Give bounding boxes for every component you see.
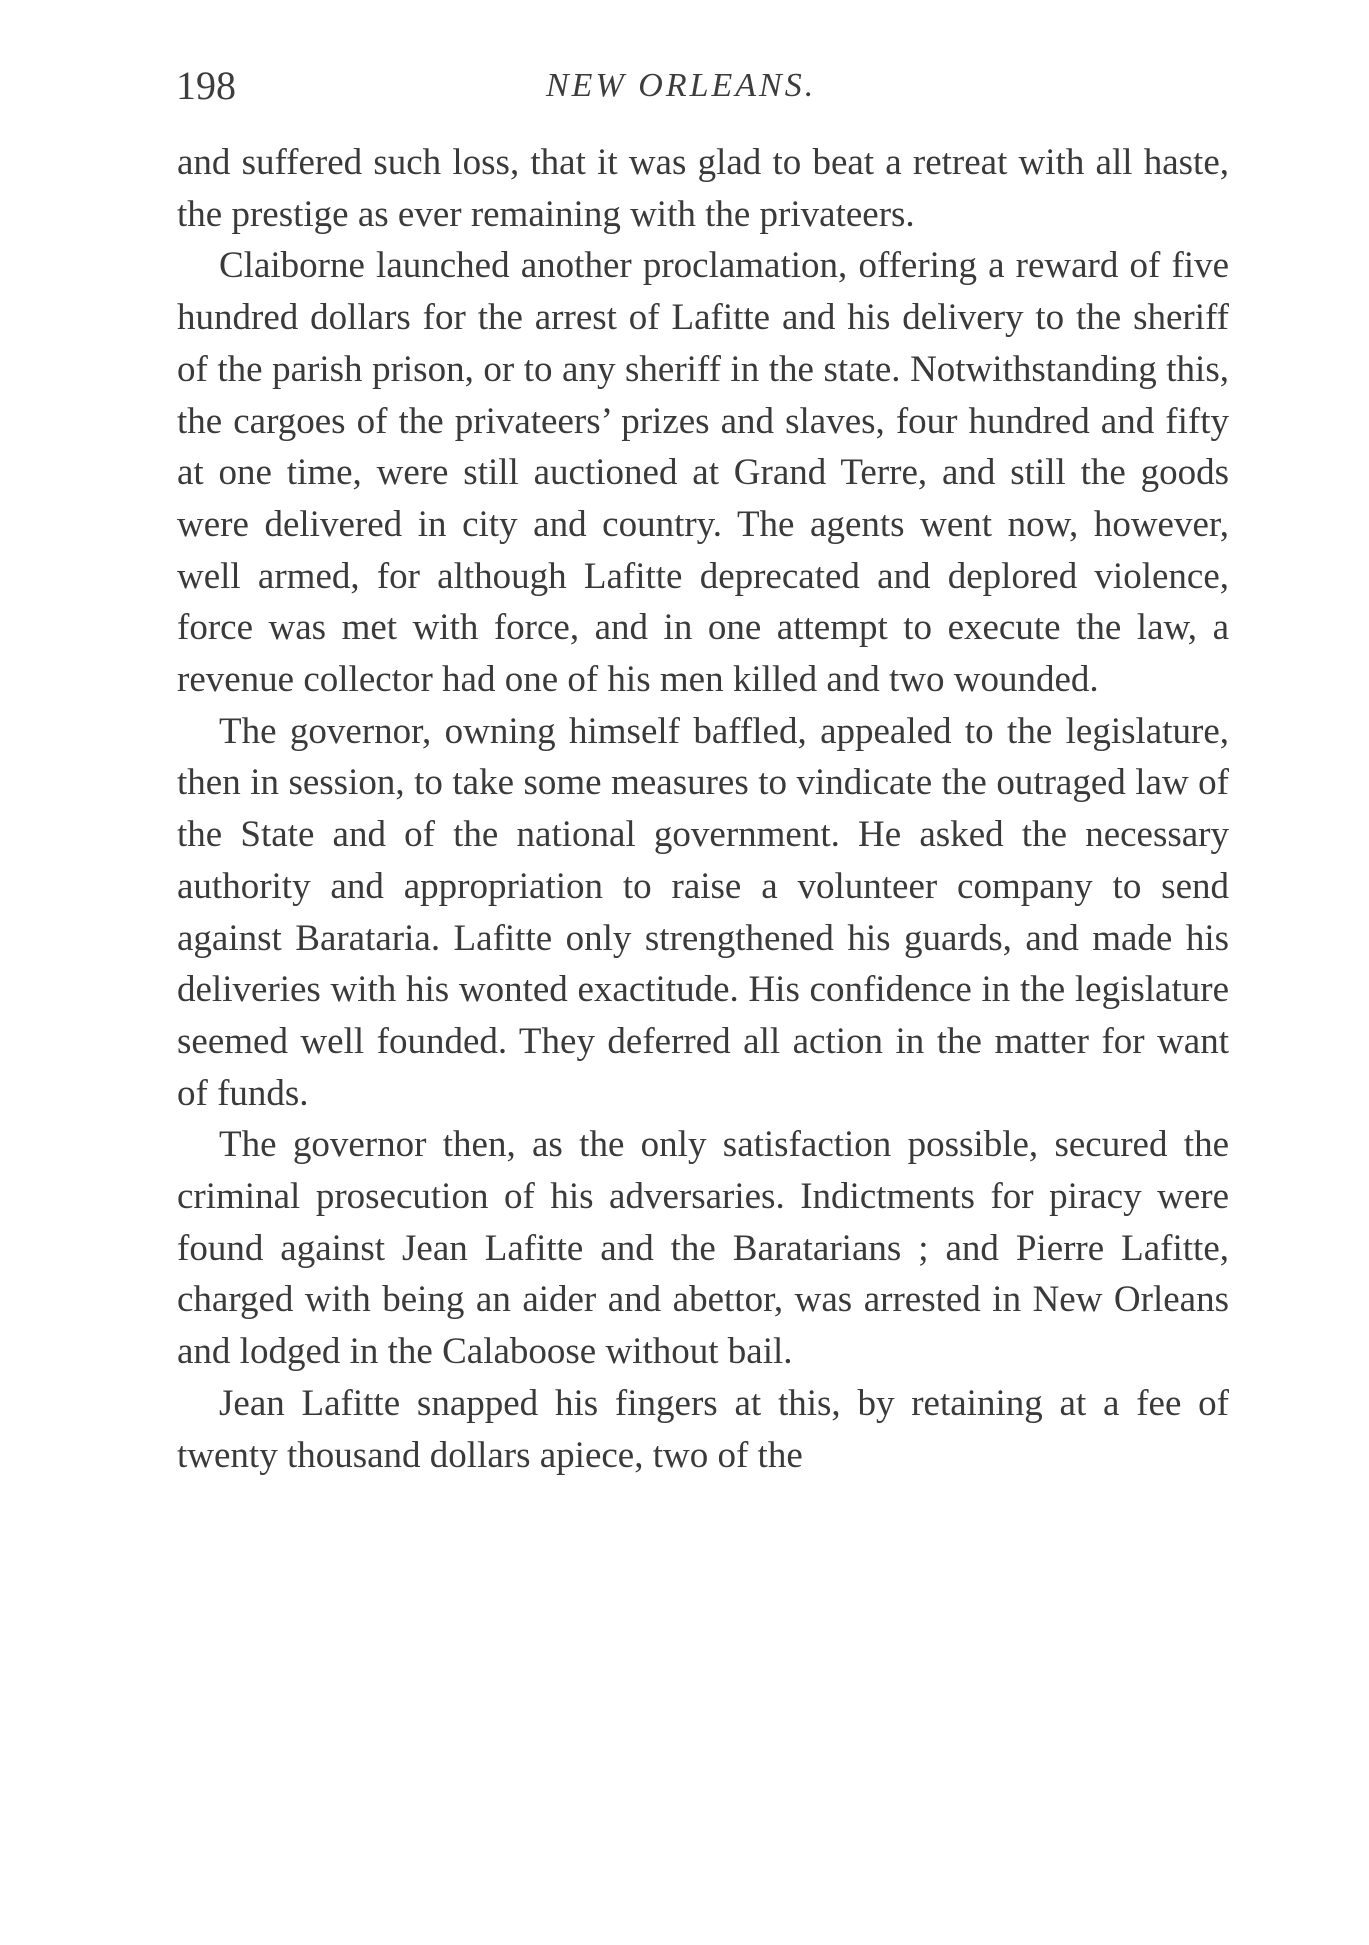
paragraph-jean-lafitte-retaining: Jean Lafitte snapped his fingers at this, by retaining at a fee of twenty thousand dollars apiece, two of the: [177, 1382, 1229, 1476]
running-title: NEW ORLEANS.: [546, 67, 817, 104]
body-text: [177, 137, 1229, 1481]
page-number: 198: [176, 63, 236, 108]
paragraph-claiborne-proclamation: Claiborne launched another proclamation, offering a reward of five hundred dollars for the arrest of Lafitte and his delivery to the sheriff of the parish prison, or to any sheriff in the state. Notwithstanding this, the cargoes of the privateers’ prizes and slaves, four hundred and fifty at one time, were still auctioned at Grand Terre, and still the goods were delivered in city and country. The agents went now, however, well armed, for although Lafitte deprecated and deplored violence, force was met with force, and in one attempt to execute the law, a revenue collector had one of his men killed and two wounded.: [177, 245, 1229, 701]
paragraph-criminal-prosecution: The governor then, as the only satisfaction possible, secured the criminal prosecution of his adversaries. Indictments for piracy were found against Jean Lafitte and the Baratarians ; and Pierre Lafitte, charged with being an aider and abettor, was arrested in New Orleans and lodged in the Calaboose without bail.: [177, 1124, 1229, 1373]
page-header: [176, 58, 1231, 114]
paragraph-continuation: and suffered such loss, that it was glad to beat a retreat with all haste, the prestige as ever remaining with the privateers.: [177, 142, 1229, 235]
paragraph-governor-legislature: The governor, owning himself baffled, appealed to the legislature, then in session, to take some measures to vindicate the outraged law of the State and of the national government. He asked the necessary authority and appropriation to raise a volunteer company to send against Barataria. Lafitte only strengthened his guards, and made his deliveries with his wonted exactitude. His confidence in the legislature seemed well founded. They deferred all action in the matter for want of funds.: [177, 710, 1229, 1114]
